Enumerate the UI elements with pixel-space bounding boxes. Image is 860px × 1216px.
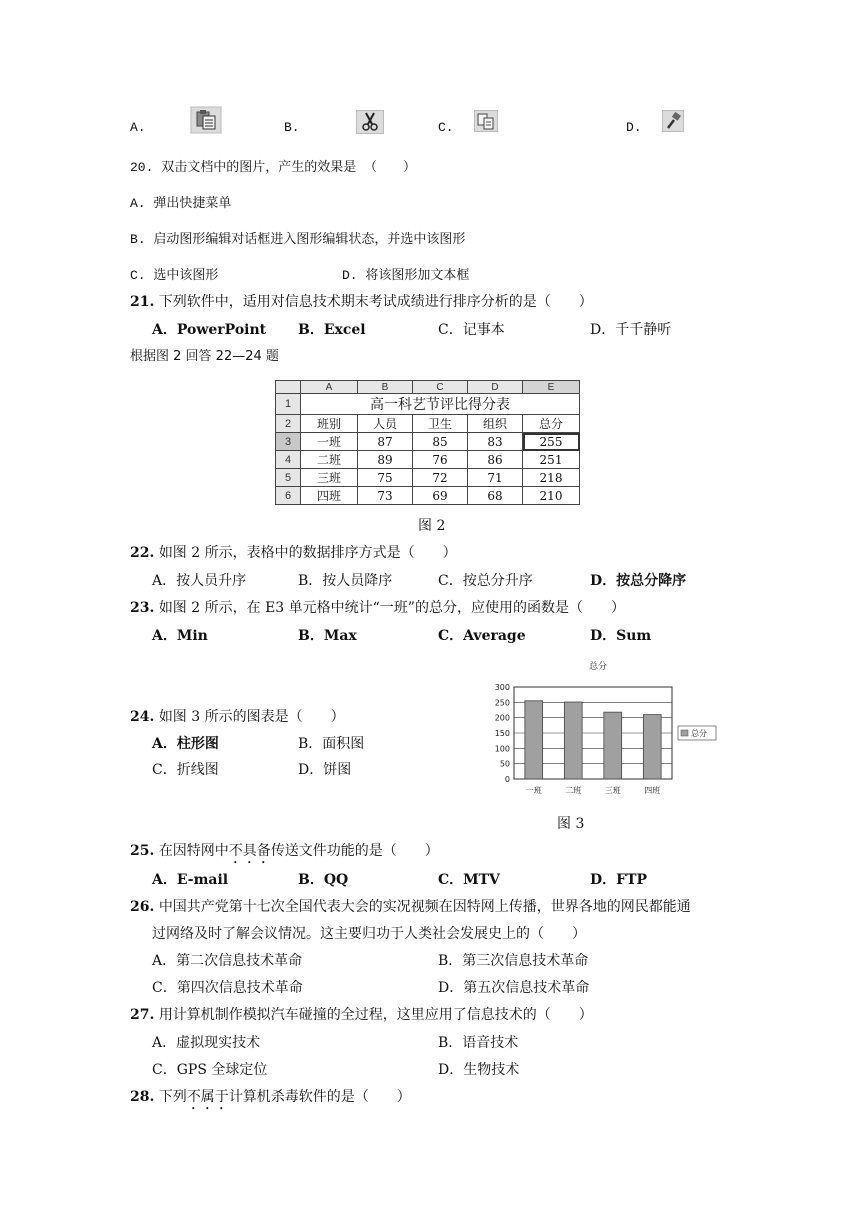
x-tick-label: 四班	[644, 786, 661, 795]
q27-stem: 用计算机制作模拟汽车碰撞的全过程，这里应用了信息技术的（ ）	[158, 1007, 593, 1023]
header-cell: 组织	[468, 415, 523, 433]
x-tick-label: 二班	[565, 786, 582, 795]
q23-number: 23.	[130, 600, 155, 616]
q19-option-a-label: A.	[130, 120, 146, 135]
x-tick-label: 三班	[604, 786, 621, 795]
q22-stem: 如图 2 所示，表格中的数据排序方式是（ ）	[158, 545, 457, 561]
bar-chart	[478, 655, 718, 805]
q20-option-c: C. 选中该图形	[130, 268, 219, 283]
y-tick-label: 250	[494, 698, 510, 708]
q24-stem: 如图 3 所示的图表是（ ）	[158, 709, 345, 725]
q24-option-a: A．柱形图	[152, 736, 219, 752]
bar	[643, 715, 661, 779]
q28-stem-pre: 下列	[158, 1089, 187, 1105]
q26-option-c: C．第四次信息技术革命	[152, 980, 303, 996]
table-cell: 69	[413, 487, 468, 505]
q25-option-d: D．FTP	[590, 872, 648, 888]
y-tick-label: 150	[494, 729, 510, 738]
row-number: 2	[276, 415, 301, 433]
q21-option-d: D．千千静听	[590, 322, 672, 338]
q27-option-c: C．GPS 全球定位	[152, 1062, 268, 1078]
col-header-d: D	[468, 381, 523, 394]
q26-option-d: D．第五次信息技术革命	[438, 980, 590, 996]
table-cell: 85	[413, 433, 468, 451]
q22-option-c: C．按总分升序	[438, 573, 533, 589]
q26-line-1: 中国共产党第十七次全国代表大会的实况视频在因特网上传播，世界各地的网民都能通	[158, 899, 691, 915]
active-cell-e3: 255	[523, 433, 580, 451]
col-header-a: A	[301, 381, 358, 394]
q20-stem: 20. 双击文档中的图片，产生的效果是 （ ）	[130, 160, 417, 175]
table-cell: 二班	[301, 451, 358, 469]
header-cell: 卫生	[413, 415, 468, 433]
q28-stem-post: 计算机杀毒软件的是（ ）	[228, 1089, 411, 1105]
q25-stem-post: 传送文件功能的是（ ）	[270, 843, 439, 859]
q23-option-a: A．Min	[152, 628, 208, 644]
figure-2-caption: 图 2	[418, 518, 446, 534]
legend-label: 总分	[691, 729, 707, 738]
table-cell: 四班	[301, 487, 358, 505]
bar	[604, 712, 622, 779]
q24-option-d: D．饼图	[298, 762, 352, 778]
q26-line-2: 过网络及时了解会议情况。这主要归功于人类社会发展史上的（ ）	[152, 926, 586, 942]
q19-option-d-label: D.	[626, 120, 642, 135]
table-cell: 251	[523, 451, 580, 469]
q22-option-b: B．按人员降序	[298, 573, 393, 589]
q25-option-b: B．QQ	[298, 872, 349, 888]
col-header-b: B	[358, 381, 413, 394]
q25-stem-emphasis: 不具备	[228, 843, 271, 859]
table-cell: 三班	[301, 469, 358, 487]
q22-option-d: D．按总分降序	[590, 573, 687, 589]
q22-number: 22.	[130, 545, 155, 561]
q25-option-a: A．E-mail	[152, 872, 229, 888]
q25-stem-pre: 在因特网中	[158, 843, 229, 859]
cut-icon	[356, 110, 384, 134]
table-cell: 71	[468, 469, 523, 487]
q20-option-a: A. 弹出快捷菜单	[130, 196, 232, 211]
table-cell: 210	[523, 487, 580, 505]
q27-option-b: B．语音技术	[438, 1035, 519, 1051]
header-cell: 人员	[358, 415, 413, 433]
row-number: 5	[276, 469, 301, 487]
x-tick-label: 一班	[525, 786, 542, 795]
q24-option-b: B．面积图	[298, 736, 365, 752]
table-cell: 83	[468, 433, 523, 451]
spreadsheet-figure	[275, 380, 583, 508]
bar	[525, 701, 543, 779]
q21-option-a: A．PowerPoint	[152, 322, 267, 338]
q23-option-b: B．Max	[298, 628, 357, 644]
figure-3-caption: 图 3	[557, 816, 585, 832]
q21-option-b: B．Excel	[298, 322, 366, 338]
table-cell: 75	[358, 469, 413, 487]
bar	[564, 702, 582, 779]
header-cell: 总分	[523, 415, 580, 433]
q21-number: 21.	[130, 294, 155, 310]
copy-icon	[474, 110, 498, 132]
row-number: 4	[276, 451, 301, 469]
table-cell: 218	[523, 469, 580, 487]
q21-option-c: C．记事本	[438, 322, 505, 338]
sheet-title: 高一科艺节评比得分表	[301, 394, 580, 415]
q25-number: 25.	[130, 843, 155, 859]
q20-option-b: B. 启动图形编辑对话框进入图形编辑状态，并选中该图形	[130, 232, 466, 247]
q21-stem: 下列软件中，适用对信息技术期末考试成绩进行排序分析的是（ ）	[158, 294, 593, 310]
chart-title: 总分	[588, 662, 608, 672]
table-cell: 86	[468, 451, 523, 469]
q28-stem-emphasis: 不属于	[186, 1089, 229, 1105]
q28-number: 28.	[130, 1089, 155, 1105]
table-cell: 89	[358, 451, 413, 469]
reference-note: 根据图 2 回答 22—24 题	[130, 349, 279, 364]
q26-number: 26.	[130, 899, 155, 915]
paste-icon	[190, 106, 220, 132]
q25-option-c: C．MTV	[438, 872, 500, 888]
col-header-c: C	[413, 381, 468, 394]
y-tick-label: 300	[494, 683, 510, 692]
table-cell: 68	[468, 487, 523, 505]
corner-cell	[276, 381, 301, 394]
q27-option-a: A．虚拟现实技术	[152, 1035, 261, 1051]
col-header-e: E	[523, 381, 580, 394]
q24-number: 24.	[130, 709, 155, 725]
q23-option-c: C．Average	[438, 628, 526, 644]
legend-swatch	[681, 730, 688, 736]
q19-option-b-label: B.	[284, 120, 300, 135]
q23-option-d: D．Sum	[590, 628, 652, 644]
row-number: 3	[276, 433, 301, 451]
y-tick-label: 50	[499, 759, 510, 769]
table-cell: 87	[358, 433, 413, 451]
table-cell: 73	[358, 487, 413, 505]
y-tick-label: 0	[504, 775, 510, 784]
q27-option-d: D．生物技术	[438, 1062, 520, 1078]
header-cell: 班别	[301, 415, 358, 433]
q24-option-c: C．折线图	[152, 762, 219, 778]
q22-option-a: A．按人员升序	[152, 573, 247, 589]
q26-option-a: A．第二次信息技术革命	[152, 953, 303, 969]
row-number: 1	[276, 394, 301, 415]
q27-number: 27.	[130, 1007, 155, 1023]
q23-stem: 如图 2 所示，在 E3 单元格中统计“一班”的总分，应使用的函数是（ ）	[158, 600, 625, 616]
row-number: 6	[276, 487, 301, 505]
format-painter-icon	[662, 110, 684, 132]
q26-option-b: B．第三次信息技术革命	[438, 953, 589, 969]
q20-option-d: D. 将该图形加文本框	[342, 268, 470, 283]
table-cell: 一班	[301, 433, 358, 451]
y-tick-label: 100	[494, 744, 510, 754]
table-cell: 76	[413, 451, 468, 469]
y-tick-label: 200	[494, 713, 510, 723]
table-cell: 72	[413, 469, 468, 487]
q19-option-c-label: C.	[438, 120, 454, 135]
